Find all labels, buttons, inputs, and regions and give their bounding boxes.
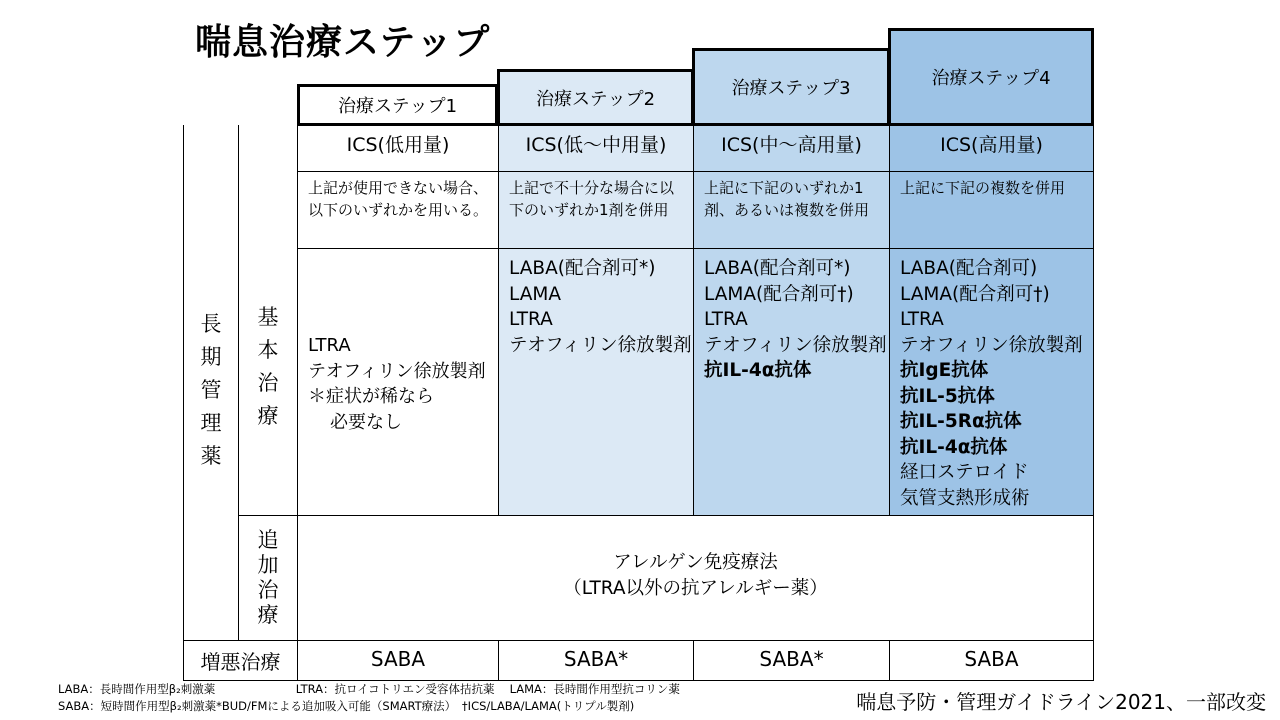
drug-item: テオフィリン徐放製剤 — [308, 360, 486, 382]
long-term-control-label: 長 期 管 理 薬 — [200, 311, 222, 468]
drug-item: LABA(配合剤可*) — [704, 258, 851, 279]
drug-item: テオフィリン徐放製剤 — [704, 334, 887, 356]
drugs-step1 — [298, 327, 498, 441]
source-citation: 喘息予防・管理ガイドライン2021、一部改変 — [856, 690, 1266, 714]
drug-item: テオフィリン徐放製剤 — [509, 334, 692, 356]
note-step2: 上記で不十分な場合に以下のいずれか1剤を併用 — [509, 179, 675, 219]
drugs-step3 — [694, 250, 889, 390]
drug-item: LTRA — [509, 309, 553, 330]
drug-item: 気管支熱形成術 — [900, 487, 1030, 509]
drug-item: 抗IL-5抗体 — [900, 385, 995, 407]
drug-item: 抗IL-4α抗体 — [704, 360, 812, 381]
footnotes — [58, 681, 680, 715]
drug-item: LAMA(配合剤可†) — [704, 283, 854, 305]
additional-therapy-line: アレルゲン免疫療法 — [613, 552, 778, 573]
step2-header: 治療ステップ2 — [497, 69, 694, 126]
note-step1: 上記が使用できない場合、以下のいずれかを用いる。 — [308, 179, 489, 219]
exacerbation-step4: SABA — [964, 647, 1019, 671]
drug-item: LTRA — [308, 335, 351, 356]
footnote-line: SABA：短時間作用型β₂刺激薬*BUD/FMによる追加吸入可能（SMART療法） †ICS/LABA/LAMA(トリプル製剤) — [58, 699, 635, 713]
step3-header: 治療ステップ3 — [692, 48, 890, 126]
drug-item: テオフィリン徐放製剤 — [900, 334, 1083, 356]
drug-item: 必要なし — [330, 411, 402, 433]
page-title: 喘息治療ステップ — [195, 22, 491, 63]
drug-item: 抗IL-5Rα抗体 — [900, 411, 1022, 432]
drug-item: 抗IgE抗体 — [900, 360, 989, 381]
drug-item: ＊症状が稀なら — [308, 386, 434, 407]
footnote-line: LABA：長時間作用型β₂刺激薬 LTRA：抗ロイコトリエン受容体拮抗薬 LAMA：長時間作用型抗コリン薬 — [58, 682, 680, 696]
exacerbation-step2: SABA* — [563, 647, 629, 671]
grid-line — [297, 248, 1094, 249]
exacerbation-treatment-label: 増悪治療 — [200, 650, 281, 674]
ics-step4: ICS(高用量) — [940, 134, 1043, 156]
drug-item: LABA(配合剤可*) — [509, 258, 656, 279]
note-step3: 上記に下記のいずれか1剤、あるいは複数を併用 — [704, 179, 870, 219]
drug-item: LAMA(配合剤可†) — [900, 283, 1050, 305]
additional-therapy — [298, 550, 1093, 602]
drugs-step4 — [890, 250, 1093, 517]
basic-treatment-label: 基 本 治 療 — [257, 305, 279, 428]
additional-treatment-label: 追 加 治 療 — [257, 528, 279, 627]
drug-item: LTRA — [900, 309, 944, 330]
step4-header: 治療ステップ4 — [888, 28, 1094, 126]
ics-step2: ICS(低〜中用量) — [525, 134, 667, 156]
grid-line — [183, 640, 1094, 641]
ics-step1: ICS(低用量) — [346, 134, 450, 156]
grid-line — [1093, 125, 1094, 680]
exacerbation-step3: SABA* — [759, 647, 824, 671]
drug-item: 抗IL-4α抗体 — [900, 436, 1008, 458]
additional-therapy-line: （LTRA以外の抗アレルギー薬） — [563, 578, 828, 599]
note-step4: 上記に下記の複数を併用 — [900, 179, 1066, 197]
drug-item: LTRA — [704, 309, 748, 330]
grid-line — [297, 171, 1094, 172]
step1-header: 治療ステップ1 — [297, 84, 498, 126]
drug-item: LAMA — [509, 283, 562, 305]
drug-item: LABA(配合剤可) — [900, 258, 1038, 279]
drug-item: 経口ステロイド — [900, 462, 1029, 483]
drugs-step2 — [499, 250, 693, 364]
exacerbation-step1: SABA — [370, 647, 426, 671]
ics-step3: ICS(中〜高用量) — [721, 134, 862, 156]
